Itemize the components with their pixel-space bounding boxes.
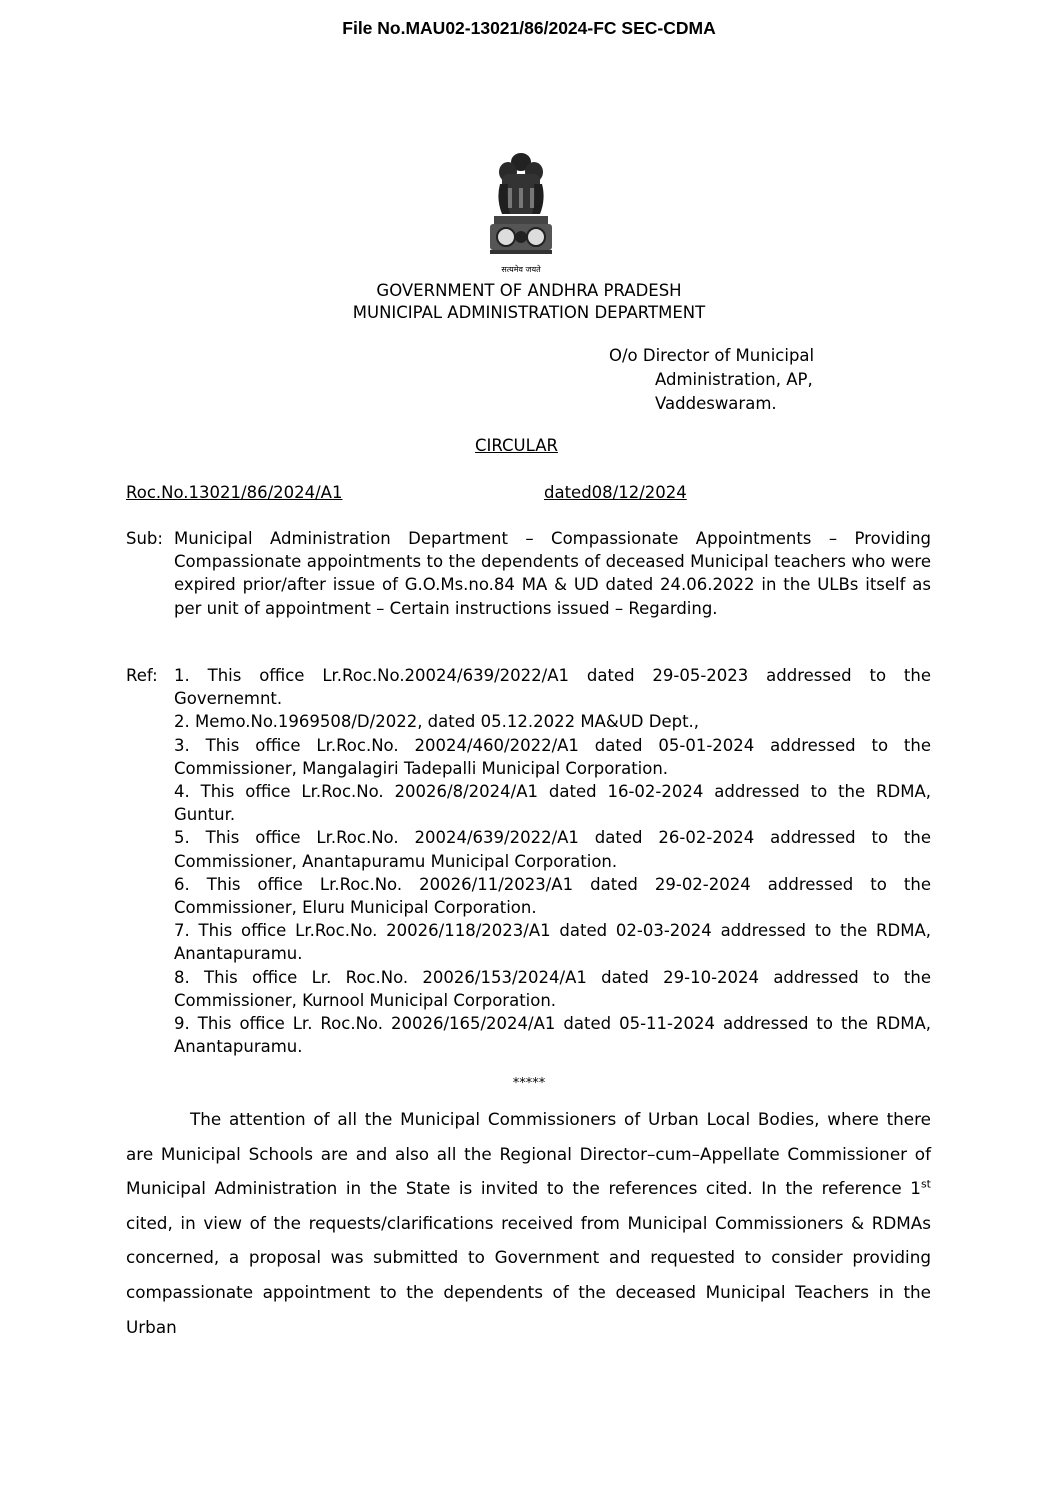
reference-item: 9. This office Lr. Roc.No. 20026/165/2024/A1 dated 05-11-2024 addressed to the RDMA, Anantapuramu. [174, 1014, 931, 1057]
office-line-3: Vaddeswaram. [655, 394, 777, 413]
body-text-part-1: The attention of all the Municipal Commissioners of Urban Local Bodies, where there are Municipal Schools are and also all the Regional Director–cum–Appellate Commissioner of Municipal Administration in the State is invited to the references cited. In the reference 1 [126, 1109, 931, 1199]
government-heading [0, 280, 1058, 324]
body-text-part-2: cited, in view of the requests/clarifications received from Municipal Commissioners & RDMAs concerned, a proposal was submitted to Government and requested to consider providing compassionate appointment to the dependents of the deceased Municipal Teachers in the Urban [126, 1212, 931, 1337]
office-line-1: O/o Director of Municipal [609, 346, 815, 365]
file-number-header: File No.MAU02-13021/86/2024-FC SEC-CDMA [342, 18, 716, 38]
reference-item: 8. This office Lr. Roc.No. 20026/153/2024/A1 dated 29-10-2024 addressed to the Commissioner, Kurnool Municipal Corporation. [174, 967, 931, 1010]
reference-item: 3. This office Lr.Roc.No. 20024/460/2022/A1 dated 05-01-2024 addressed to the Commissioner, Mangalagiri Tadepalli Municipal Corporation. [174, 735, 931, 778]
government-name: GOVERNMENT OF ANDHRA PRADESH [376, 281, 682, 300]
circular-date: dated08/12/2024 [544, 483, 687, 502]
office-line-2: Administration, AP, [655, 370, 813, 389]
references-block [126, 664, 931, 1058]
subject-block [126, 527, 931, 620]
body-paragraph [126, 1102, 931, 1344]
reference-item: 6. This office Lr.Roc.No. 20026/11/2023/A1 dated 29-02-2024 addressed to the Commissioner, Eluru Municipal Corporation. [174, 874, 931, 918]
separator: ***** [512, 1076, 546, 1091]
body-superscript: st [920, 1177, 931, 1191]
department-name: MUNICIPAL ADMINISTRATION DEPARTMENT [352, 303, 706, 322]
subject-label: Sub: [126, 529, 163, 548]
office-address [609, 344, 814, 416]
roc-number: Roc.No.13021/86/2024/A1 [126, 483, 343, 502]
emblem-motto: सत्यमेव जयते [501, 265, 541, 274]
reference-item: 4. This office Lr.Roc.No. 20026/8/2024/A1 dated 16-02-2024 addressed to the RDMA, Guntur. [174, 782, 931, 825]
subject-text: Municipal Administration Department – Compassionate Appointments – Providing Compassionate appointments to the dependents of deceased Municipal teachers who were expired prior/after issue of G.O.Ms.no.84 MA & UD dated 24.06.2022 in the ULBs itself as per unit of appointment – Certain instructions issued – Regarding. [174, 529, 931, 618]
state-emblem-icon [486, 144, 556, 278]
reference-item: 7. This office Lr.Roc.No. 20026/118/2023/A1 dated 02-03-2024 addressed to the RDMA, Anantapuramu. [174, 921, 931, 964]
reference-item: 1. This office Lr.Roc.No.20024/639/2022/A1 dated 29-05-2023 addressed to the Governemnt. [174, 666, 931, 709]
circular-title: CIRCULAR [475, 436, 558, 455]
references-list [174, 664, 931, 1058]
references-label: Ref: [126, 666, 158, 685]
reference-item: 5. This office Lr.Roc.No. 20024/639/2022/A1 dated 26-02-2024 addressed to the Commissioner, Anantapuramu Municipal Corporation. [174, 828, 931, 871]
reference-item: 2. Memo.No.1969508/D/2022, dated 05.12.2022 MA&UD Dept., [174, 712, 700, 732]
